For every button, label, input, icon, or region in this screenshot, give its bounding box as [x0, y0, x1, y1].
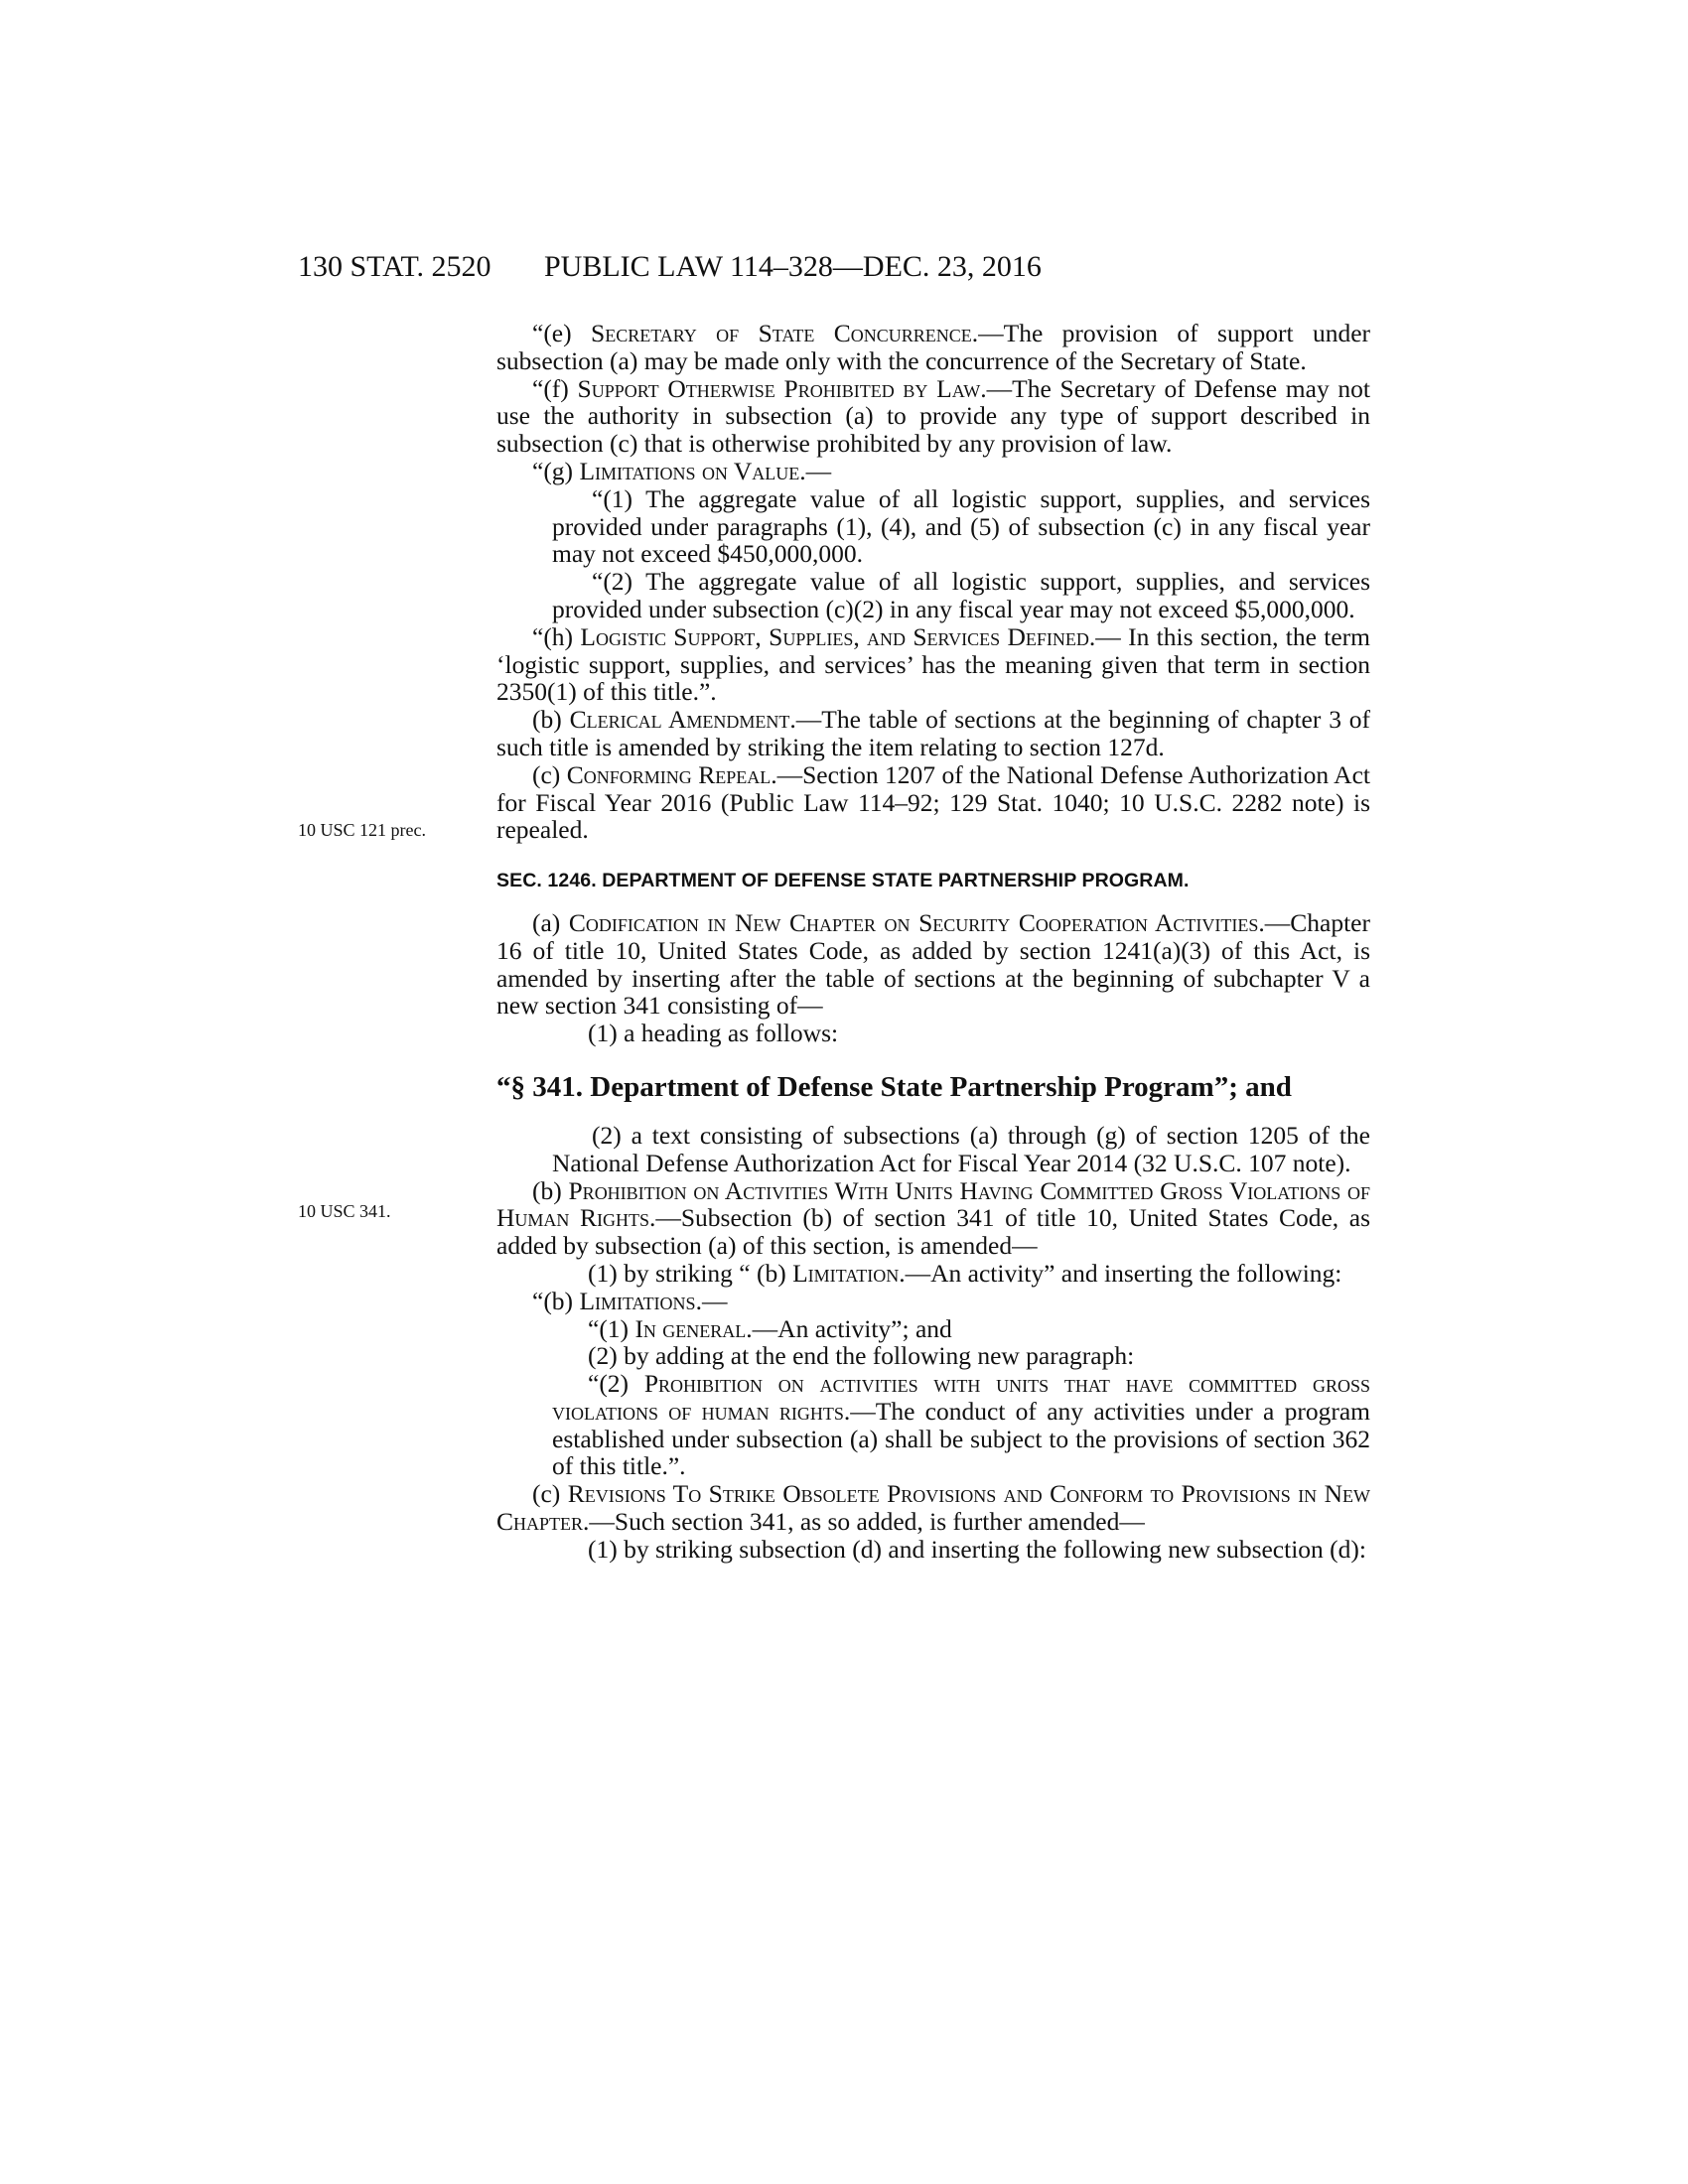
- subsection-e: “(e) Secretary of State Concurrence.—The provision of support under subsection (a) may be made only with the concurrence of the Secretary of State.: [496, 319, 1371, 375]
- stat-page-number: 130 STAT. 2520: [298, 250, 492, 283]
- section-1246-a-text: Chapter 16 of title 10, United States Code, as added by section 1241(a)(3) of this Act, is amended by inserting after the table of sections at the beginning of subchapter V a new section 341 consisting of—: [496, 907, 1370, 1021]
- section-heading: SEC. 1246. DEPARTMENT OF DEFENSE STATE PARTNERSHIP PROGRAM.: [496, 870, 1190, 892]
- b1-limitation: Limitation: [792, 1258, 900, 1288]
- section-1246-a: (a) Codification in New Chapter on Security Cooperation Activities.—Chapter 16 of title 10, United States Code, as added by section 1241(a)(3) of this Act, is amended by inserting after the table of sections at the beginning of subchapter V a new section 341 consisting of—: [496, 907, 1370, 1021]
- b1-text-a: (1) by striking “ (b): [588, 1258, 793, 1288]
- amendment-c-text: Section 1207 of the National Defense Authorization Act for Fiscal Year 2016 (Public Law 114–92; 129 Stat. 1040; 10 U.S.C. 2282 note) is repealed.: [496, 759, 1371, 845]
- section-1246-c1: (1) by striking subsection (d) and inserting the following new subsection (d):: [588, 1534, 1366, 1564]
- quoted-b2-text: The conduct of any activities under a program established under subsection (a) shall be subject to the provisions of section 362 of this title.”.: [552, 1396, 1370, 1481]
- subsection-f: “(f) Support Otherwise Prohibited by Law.—The Secretary of Defense may not use the authority in subsection (a) to provide any type of support described in subsection (c) that is otherwise prohibited by any provision of law.: [496, 373, 1371, 459]
- margin-note-usc-121: 10 USC 121 prec.: [298, 820, 426, 840]
- section-1246-a-heading: Codification in New Chapter on Security Cooperation Activities: [568, 907, 1259, 937]
- quoted-b2-open: “(2): [588, 1369, 644, 1399]
- quoted-b-limitations: “(b) Limitations.—: [532, 1286, 728, 1315]
- amendment-b-text: The table of sections at the beginning of chapter 3 of such title is amended by striking the item relating to section 127d.: [496, 705, 1371, 761]
- subsection-e-text: The provision of support under subsection (a) may be made only with the concurrence of the Secretary of State.: [496, 319, 1371, 375]
- quoted-b1-open: “(1): [588, 1313, 635, 1343]
- quoted-b1-general: [496, 1315, 1370, 1343]
- subsection-g: “(g) Limitations on Value.—: [532, 456, 832, 485]
- quoted-b-heading: Limitations: [579, 1286, 696, 1315]
- subsection-e-heading: Secretary of State Concurrence: [591, 319, 972, 347]
- section-1246-a1: (1) a heading as follows:: [588, 1019, 839, 1048]
- document-body: [496, 320, 1370, 1564]
- section-1246-b: (b) Prohibition on Activities With Units Having Committed Gross Violations of Human Rights.—Subsection (b) of section 341 of title 10, United States Code, as added by subsection (a) of this section, is amended—: [496, 1175, 1370, 1261]
- section-1246-c: (c) Revisions To Strike Obsolete Provisions and Conform to Provisions in New Chapter.—Such section 341, as so added, is further amended—: [496, 1479, 1370, 1537]
- amendment-b-heading: Clerical Amendment: [569, 705, 790, 735]
- amendment-b: (b) Clerical Amendment.—The table of sections at the beginning of chapter 3 of such title is amended by striking the item relating to section 127d.: [496, 705, 1371, 761]
- section-1246-a2: (2) a text consisting of subsections (a) through (g) of section 1205 of the National Defense Authorization Act for Fiscal Year 2014 (32 U.S.C. 107 note).: [552, 1120, 1370, 1177]
- subsection-h-text: In this section, the term ‘logistic support, supplies, and services’ has the meaning given that term in section 2350(1) of this title.”.: [496, 621, 1371, 707]
- quoted-b2-heading: Prohibition on activities with units that have committed gross violations of human rights: [552, 1369, 1370, 1426]
- quoted-b-open: “(b): [532, 1286, 580, 1315]
- b1-text-b: .—An activity” and inserting the following:: [899, 1258, 1342, 1288]
- subsection-h: “(h) Logistic Support, Supplies, and Services Defined.— In this section, the term ‘logistic support, supplies, and services’ has the meaning given that term in section 2350(1) of this title.”.: [496, 621, 1371, 707]
- subsection-f-text: The Secretary of Defense may not use the authority in subsection (a) to provide any type of support described in subsection (c) that is otherwise prohibited by any provision of law.: [496, 373, 1371, 459]
- paragraph-g2: “(2) The aggregate value of all logistic support, supplies, and services provided under subsection (c)(2) in any fiscal year may not exceed $5,000,000.: [552, 567, 1370, 623]
- quoted-b2-paragraph: “(2) Prohibition on activities with units that have committed gross violations of human rights.—The conduct of any activities under a program established under subsection (a) shall be subject to the provisions of section 362 of this title.”.: [552, 1369, 1370, 1481]
- amendment-c-heading: Conforming Repeal: [566, 759, 772, 789]
- quoted-b1-close: .—An activity”; and: [746, 1313, 952, 1343]
- running-header: PUBLIC LAW 114–328—DEC. 23, 2016: [544, 250, 1042, 283]
- quoted-b1-heading: In general: [634, 1313, 747, 1343]
- subsection-f-heading: Support Otherwise Prohibited by Law: [577, 373, 981, 403]
- section-341-heading: “§ 341. Department of Defense State Partnership Program”; and: [496, 1070, 1292, 1103]
- section-1246-b2: (2) by adding at the end the following new paragraph:: [588, 1341, 1135, 1371]
- paragraph-g1: “(1) The aggregate value of all logistic support, supplies, and services provided under paragraphs (1), (4), and (5) of subsection (c) in any fiscal year may not exceed $450,000,000.: [552, 483, 1370, 569]
- section-1246-b-heading: Prohibition on Activities With Units Having Committed Gross Violations of Human Rights: [496, 1175, 1370, 1233]
- section-1246-b1: [496, 1260, 1370, 1288]
- subsection-h-heading: Logistic Support, Supplies, and Services Defined: [580, 621, 1089, 651]
- subsection-g-heading: Limitations on Value: [579, 456, 800, 485]
- margin-note-usc-341: 10 USC 341.: [298, 1201, 391, 1221]
- section-1246-c-heading: Revisions To Strike Obsolete Provisions and Conform to Provisions in New Chapter: [496, 1479, 1370, 1537]
- amendment-c: (c) Conforming Repeal.—Section 1207 of the National Defense Authorization Act for Fiscal Year 2016 (Public Law 114–92; 129 Stat. 1040; 10 U.S.C. 2282 note) is repealed.: [496, 759, 1371, 845]
- section-1246-b-text: Subsection (b) of section 341 of title 10, United States Code, as added by subsection (a) of this section, is amended—: [496, 1203, 1370, 1261]
- section-1246-c-text: Such section 341, as so added, is further amended—: [614, 1507, 1145, 1537]
